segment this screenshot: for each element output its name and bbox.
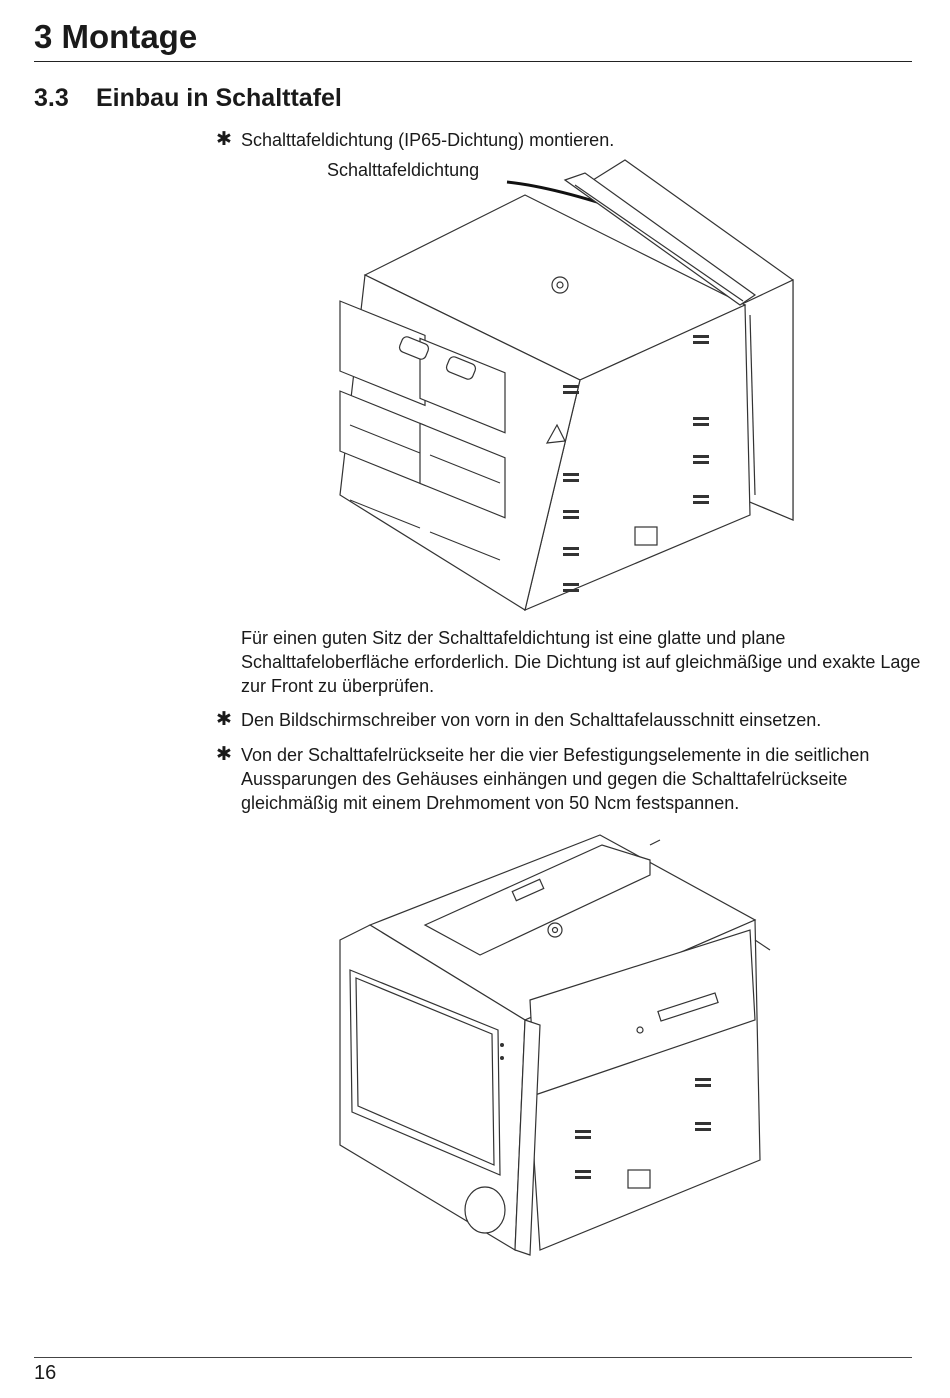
step-marker: ✱: [216, 744, 232, 765]
header-rule: [34, 61, 912, 62]
section-number: 3.3: [34, 84, 69, 112]
figure-front-view-mounting: [330, 830, 800, 1265]
chapter-title: 3 Montage: [34, 18, 198, 55]
section-title: Einbau in Schalttafel: [96, 84, 342, 112]
note-paragraph: Für einen guten Sitz der Schalttafeldichtung ist eine glatte und plane Schalttafeloberfläche erforderlich. Die Dichtung ist auf gleichmäßige und exakte Lage zur Front zu überprüfen.: [241, 628, 921, 696]
step-text: Schalttafeldichtung (IP65-Dichtung) montieren.: [241, 130, 615, 150]
figure-rear-view-gasket: [325, 155, 805, 615]
page-number: 16: [34, 1362, 57, 1384]
footer-rule: [34, 1357, 912, 1358]
step-marker: ✱: [216, 129, 232, 150]
step-text: Von der Schalttafelrückseite her die vier Befestigungselemente in die seitlichen Aussparungen des Gehäuses einhängen und gegen die Schalttafelrückseite gleichmäßig mit einem Drehmoment von 50 Ncm festspannen.: [241, 745, 870, 813]
gasket-callout-label: Schalttafeldichtung: [327, 160, 480, 180]
step-text: Den Bildschirmschreiber von vorn in den Schalttafelausschnitt einsetzen.: [241, 710, 822, 730]
section-heading: [34, 84, 342, 113]
step-marker: ✱: [216, 709, 232, 730]
